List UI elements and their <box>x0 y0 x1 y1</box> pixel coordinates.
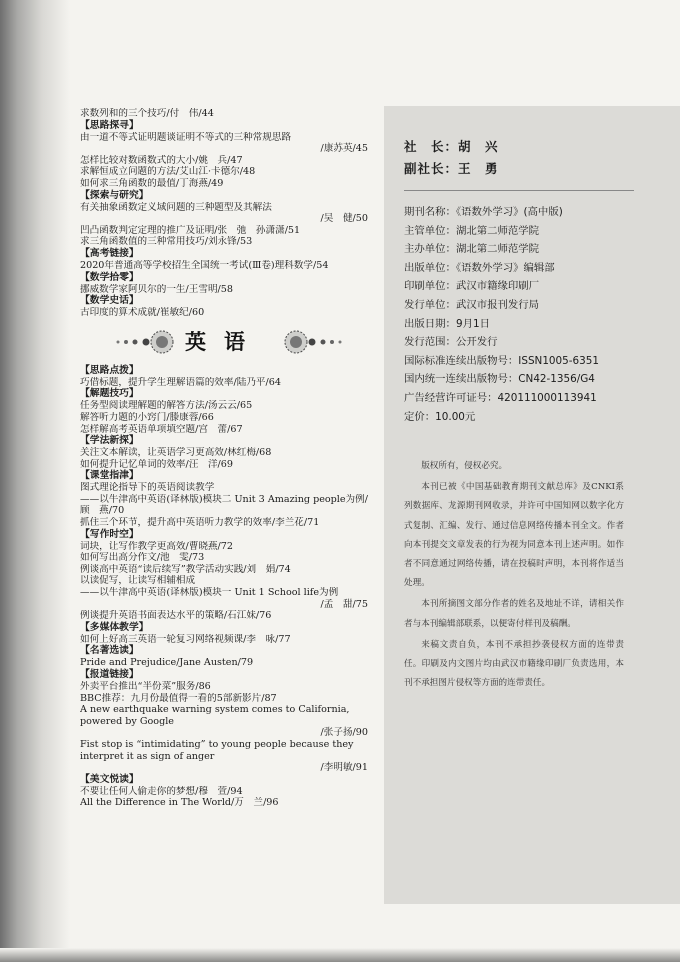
toc-entry: Pride and Prejudice/Jane Austen/79 <box>80 657 254 669</box>
publication-info-line: 期刊名称：《语数外学习》(高中版) <box>404 206 563 218</box>
scan-bottom-edge <box>0 948 680 962</box>
scan-edge-shadow <box>0 0 70 962</box>
toc-entry: 挪威数学家阿贝尔的一生/王雪明/58 <box>80 283 233 295</box>
section-heading: 【写作时空】 <box>80 528 139 540</box>
toc-entry: 怎样比较对数函数式的大小/姚 兵/47 <box>80 154 243 166</box>
notice-paragraph: 本刊所摘图文部分作者的姓名及地址不详，请相关作者与本刊编辑部联系，以便寄付样刊及稿酬。 <box>404 599 624 629</box>
toc-entry: 抓住三个环节，提升高中英语听力教学的效率/李兰花/71 <box>80 517 320 529</box>
toc-entry: 例谈提升英语书面表达水平的策略/石江妹/76 <box>80 610 272 622</box>
toc-entry: Fist stop is “intimidating” to young people because they interpret it as sign of anger <box>80 738 354 762</box>
section-heading: 【美文悦读】 <box>80 773 139 785</box>
toc-entry: 如何上好高三英语一轮复习网络视频课/李 咏/77 <box>80 633 291 645</box>
toc-author: /康苏英/45 <box>320 143 368 155</box>
publication-info-line: 主办单位：湖北第二师范学院 <box>404 243 540 256</box>
vice-president-line: 副社长：王 勇 <box>404 161 499 176</box>
toc-author: /张子扬/90 <box>320 727 368 739</box>
section-heading: 【数学拾零】 <box>80 271 139 283</box>
section-heading: 【课堂指津】 <box>80 470 139 482</box>
toc-entry: 怎样解高考英语单项填空题/宫 蕾/67 <box>80 423 243 435</box>
president-line: 社 长：胡 兴 <box>404 139 499 154</box>
toc-entry: 外卖平台推出“半份菜”服务/86 <box>80 681 211 692</box>
toc-entry: 关注文本解读，让英语学习更高效/林红梅/68 <box>80 447 272 459</box>
publication-info-line: 出版单位：《语数外学习》编辑部 <box>404 261 555 274</box>
toc-entry: 2020年普通高等学校招生全国统一考试(Ⅲ卷)理科数学/54 <box>80 259 329 271</box>
section-heading: 【思路探寻】 <box>80 119 139 131</box>
publication-info-line: 广告经营许可证号：420111000113941 <box>404 391 597 404</box>
publication-info-line: 发行范围：公开发行 <box>404 336 498 349</box>
divider <box>404 190 634 191</box>
notice-paragraph: 来稿文责自负，本刊不承担抄袭侵权方面的连带责任。印刷及内文图片均由武汉市籍缘印刷厂负责选用，本刊不承担图片侵权等方面的连带责任。 <box>404 639 624 689</box>
math-section-list <box>80 108 368 319</box>
toc-entry: 不要让任何人偷走你的梦想/穆 萱/94 <box>80 785 243 797</box>
toc-entry: 凹凸函数判定定理的推广及证明/张 弛 孙潇潇/51 <box>80 224 301 236</box>
toc-entry: 古印度的算术成就/崔敏纪/60 <box>80 307 205 319</box>
toc-entry: 任务型阅读理解题的解答方法/汤云云/65 <box>80 400 253 412</box>
decorative-dots-left-icon <box>110 327 180 357</box>
publication-info-line: 国际标准连续出版物号：ISSN1005-6351 <box>404 354 599 367</box>
section-heading: 【思路点拨】 <box>80 364 139 376</box>
toc-author: /孟 甜/75 <box>320 598 368 610</box>
toc-entry: 解答听力题的小窍门/滕康蓉/66 <box>80 411 214 423</box>
toc-entry: 如何提升记忆单词的效率/汪 洋/69 <box>80 458 233 470</box>
toc-entry: All the Difference in The World/万 兰/96 <box>80 797 279 809</box>
toc-entry: 图式理论指导下的英语阅读教学 <box>80 482 215 494</box>
section-heading: 【多媒体教学】 <box>80 621 149 633</box>
section-heading: 【名著选读】 <box>80 645 139 657</box>
section-heading: 【探索与研究】 <box>80 189 149 201</box>
toc-entry: 以读促写，让读写相辅相成 <box>80 575 196 587</box>
english-section-title: 英语 <box>185 329 263 354</box>
publication-info-list <box>404 203 654 426</box>
toc-author: /吴 健/50 <box>320 213 368 225</box>
section-heading: 【解题技巧】 <box>80 388 139 400</box>
notice-paragraph: 版权所有，侵权必究。 <box>421 461 508 471</box>
toc-entry: 由一道不等式证明题谈证明不等式的三种常规思路 <box>80 131 292 143</box>
section-heading: 【报道链接】 <box>80 669 139 680</box>
toc-entry: 求三角函数值的三种常用技巧/刘永锋/53 <box>80 236 253 248</box>
table-of-contents <box>80 108 368 809</box>
english-section-list <box>80 365 368 809</box>
toc-entry: 例谈高中英语“读后续写”教学活动实践/刘 娟/74 <box>80 563 291 575</box>
publication-info-line: 出版日期：9月1日 <box>404 317 490 330</box>
notice-paragraph: 本刊已被《中国基础教育期刊文献总库》及CNKI系列数据库、龙源期刊网收录，并许可中国知网以数字化方式复制、汇编、发行、通过信息网络传播本刊全文。作者向本刊提交文章发表的行为视为同意本刊上述声明。如作者不同意通过网络传播，请在投稿时声明，本刊将作适当处理。 <box>404 482 624 589</box>
toc-author: /李明敏/91 <box>320 762 368 774</box>
english-section-banner <box>80 327 368 357</box>
publication-info-line: 国内统一连续出版物号：CN42-1356/G4 <box>404 373 595 386</box>
masthead <box>404 136 654 426</box>
toc-entry: BBC推荐：九月份最值得一看的5部新影片/87 <box>80 692 277 704</box>
publication-info-line: 主管单位：湖北第二师范学院 <box>404 224 540 237</box>
section-heading: 【数学史话】 <box>80 295 139 307</box>
copyright-notice <box>404 457 624 695</box>
toc-entry: 求解恒成立问题的方法/艾山江·卡德尔/48 <box>80 166 256 178</box>
toc-entry: ——以牛津高中英语(译林版)模块二 Unit 3 Amazing people为例/顾 燕/70 <box>80 493 368 517</box>
toc-entry: 如何求三角函数的最值/丁海燕/49 <box>80 177 224 189</box>
toc-entry: 巧借标题，提升学生理解语篇的效率/陆乃平/64 <box>80 376 281 388</box>
toc-entry: 有关抽象函数定义域问题的三种题型及其解法 <box>80 201 272 213</box>
decorative-dots-right-icon <box>278 327 348 357</box>
publication-info-line: 印刷单位：武汉市籍缘印刷厂 <box>404 280 540 293</box>
toc-entry: 如何写出高分作文/池 雯/73 <box>80 552 205 564</box>
toc-entry: 求数列和的三个技巧/付 伟/44 <box>80 108 214 119</box>
publication-info-line: 发行单位：武汉市报刊发行局 <box>404 298 540 311</box>
section-heading: 【高考链接】 <box>80 247 139 259</box>
section-heading: 【学法新探】 <box>80 435 139 447</box>
publication-info-line: 定价：10.00元 <box>404 410 476 423</box>
toc-entry: ——以牛津高中英语(译林版)模块一 Unit 1 School life为例 <box>80 587 339 599</box>
toc-entry: 词块，让写作教学更高效/曹晓燕/72 <box>80 540 233 552</box>
toc-entry: A new earthquake warning system comes to California, powered by Google <box>80 704 350 727</box>
